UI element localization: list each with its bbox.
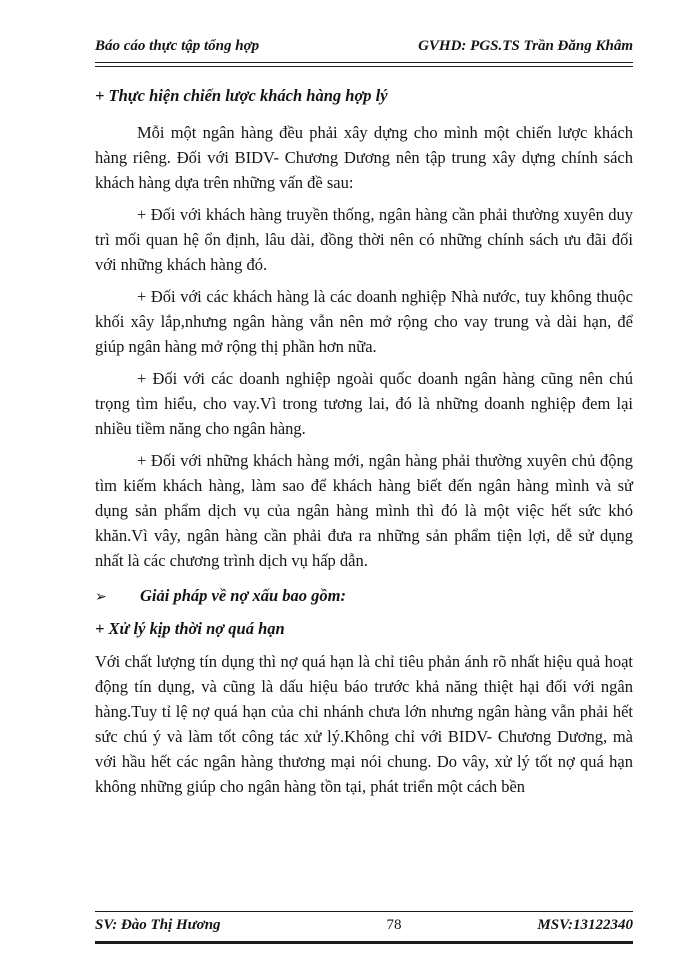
footer-student-name: SV: Đào Thị Hương [95, 917, 221, 933]
paragraph-bullet-new-customers: + Đối với những khách hàng mới, ngân hàng phải thường xuyên chủ động tìm kiếm khách hàng, làm sao để khách hàng biết đến ngân hàng mình và sử dụng sản phẩm dịch vụ của ngân hàng mình thì đó là một việc hết sức khó khăn.Vì vây, ngân hàng cần phải đưa ra những sản phẩm tiện lợi, dễ sử dụng nhất là các chương trình dịch vụ hấp dẫn. [95, 451, 633, 570]
header-report-title: Báo cáo thực tập tổng hợp [95, 38, 260, 54]
page-footer [95, 911, 633, 944]
paragraph-bullet-non-state-enterprises: + Đối với các doanh nghiệp ngoài quốc doanh ngân hàng cũng nên chú trọng tìm hiểu, cho vay.Vì trong tương lai, đó là những doanh nghiệp đem lại nhiều tiềm năng cho ngân hàng. [95, 369, 633, 438]
footer-divider-bottom [95, 941, 633, 944]
footer-student-id: MSV:13122340 [537, 917, 633, 933]
paragraph-bullet-traditional-customers: + Đối với khách hàng truyền thống, ngân hàng cần phải thường xuyên duy trì mối quan hệ ổn định, lâu dài, đồng thời nên có những chính sách ưu đãi đối với những khách hàng đó. [95, 205, 633, 274]
document-body [95, 83, 633, 799]
arrow-bullet-icon: ➢ [95, 589, 107, 605]
footer-page-number: 78 [386, 917, 402, 933]
heading-customer-strategy: + Thực hiện chiến lược khách hàng hợp lý [95, 86, 388, 105]
paragraph-closing: Với chất lượng tín dụng thì nợ quá hạn là chỉ tiêu phản ánh rõ nhất hiệu quả hoạt động tín dụng, và cũng là dấu hiệu báo trước khả năng thiệt hại đối với ngân hàng.Tuy tỉ lệ nợ quá hạn của chi nhánh chưa lớn nhưng ngân hàng vẫn phải hết sức chú ý và làm tốt công tác xử lý.Không chỉ với BIDV- Chương Dương, mà với hầu hết các ngân hàng thương mại nói chung. Do vây, xử lý tốt nợ quá hạn không những giúp cho ngân hàng tồn tại, phát triển một cách bền [95, 652, 633, 796]
paragraph-intro: Mỗi một ngân hàng đều phải xây dựng cho mình một chiến lược khách hàng riêng. Đối với BIDV- Chương Dương nên tập trung xây dựng chính sách khách hàng dựa trên những vấn đề sau: [95, 123, 633, 192]
footer-row [95, 912, 633, 941]
header-supervisor: GVHD: PGS.TS Trần Đăng Khâm [418, 38, 633, 54]
heading-overdue-debt: + Xử lý kịp thời nợ quá hạn [95, 619, 285, 638]
header-divider [95, 62, 633, 67]
page-header [95, 38, 633, 62]
heading-bad-debt-solutions [95, 583, 633, 610]
paragraph-bullet-state-enterprises: + Đối với các khách hàng là các doanh nghiệp Nhà nước, tuy không thuộc khối xây lắp,nhưng ngân hàng vẫn nên mở rộng cho vay trung và dài hạn, để giúp ngân hàng mở rộng thị phần hơn nữa. [95, 287, 633, 356]
heading-bad-debt-solutions-text: Giải pháp về nợ xấu bao gồm: [140, 586, 346, 605]
